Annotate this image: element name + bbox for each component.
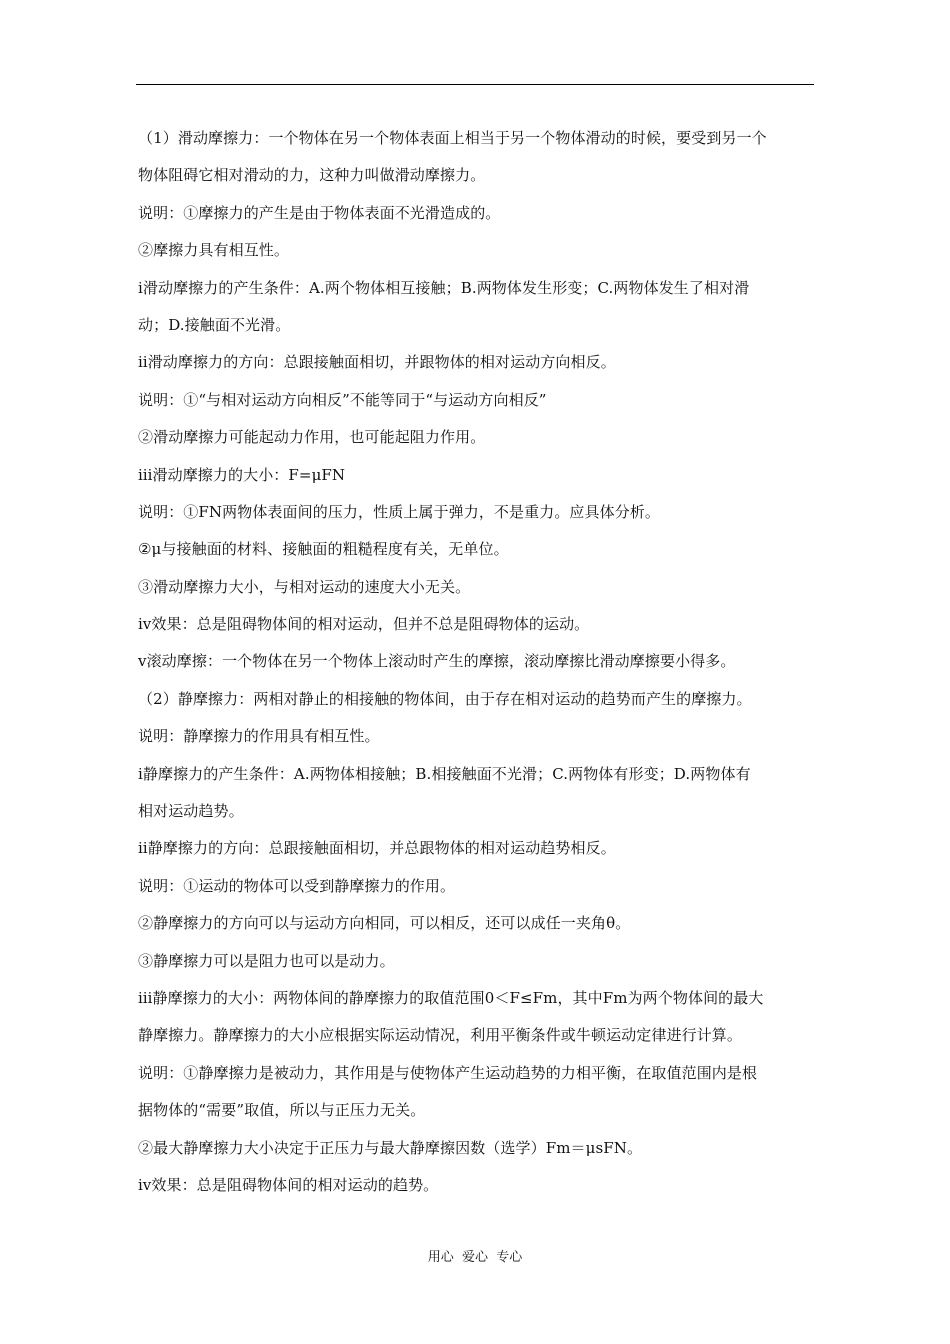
text-line: 动；D.接触面不光滑。: [138, 315, 291, 334]
text-line: 静摩擦力。静摩擦力的大小应根据实际运动情况，利用平衡条件或牛顿运动定律进行计算。: [138, 1026, 743, 1045]
text-line: ⅲ静摩擦力的大小：两物体间的静摩擦力的取值范围0＜F≤Fm，其中Fm为两个物体间的最大: [138, 988, 764, 1007]
text-line: ②滑动摩擦力可能起动力作用，也可能起阻力作用。: [138, 428, 486, 447]
document-body: [138, 120, 818, 1204]
text-line: 说明：①FN两物体表面间的压力，性质上属于弹力，不是重力。应具体分析。: [138, 502, 661, 521]
text-line: ⅱ滑动摩擦力的方向：总跟接触面相切，并跟物体的相对运动方向相反。: [138, 353, 616, 372]
text-line: ②最大静摩擦力大小决定于正压力与最大静摩擦因数（选学）Fm＝μsFN。: [138, 1138, 643, 1157]
text-line: ⅰ滑动摩擦力的产生条件：A.两个物体相互接触；B.两物体发生形变；C.两物体发生了相对滑: [138, 278, 750, 297]
text-line: ⅳ效果：总是阻碍物体间的相对运动，但并不总是阻碍物体的运动。: [138, 615, 590, 634]
text-line: ⅳ效果：总是阻碍物体间的相对运动的趋势。: [138, 1175, 439, 1194]
text-line: 说明：①摩擦力的产生是由于物体表面不光滑造成的。: [138, 203, 501, 222]
text-line: ②静摩擦力的方向可以与运动方向相同，可以相反，还可以成任一夹角θ。: [138, 914, 631, 933]
text-line: ⅴ滚动摩擦：一个物体在另一个物体上滚动时产生的摩擦，滚动摩擦比滑动摩擦要小得多。: [138, 652, 736, 671]
text-line: ⅲ滑动摩擦力的大小：F=μFN: [138, 465, 346, 484]
text-line: 说明：①静摩擦力是被动力，其作用是与使物体产生运动趋势的力相平衡，在取值范围内是根: [138, 1063, 758, 1082]
text-line: ③静摩擦力可以是阻力也可以是动力。: [138, 951, 395, 970]
text-line: 说明：①“与相对运动方向相反”不能等同于“与运动方向相反”: [138, 390, 547, 409]
text-line: 说明：①运动的物体可以受到静摩擦力的作用。: [138, 876, 456, 895]
text-line: 物体阻碍它相对滑动的力，这种力叫做滑动摩擦力。: [138, 166, 486, 185]
text-line: ②μ与接触面的材料、接触面的粗糙程度有关，无单位。: [138, 540, 509, 559]
text-line: 相对运动趋势。: [138, 802, 244, 821]
text-line: 说明：静摩擦力的作用具有相互性。: [138, 727, 380, 746]
text-line: ②摩擦力具有相互性。: [138, 241, 290, 260]
header-rule: [136, 84, 814, 85]
text-line: （2）静摩擦力：两相对静止的相接触的物体间，由于存在相对运动的趋势而产生的摩擦力。: [138, 689, 752, 708]
text-line: ③滑动摩擦力大小，与相对运动的速度大小无关。: [138, 577, 471, 596]
text-line: （1）滑动摩擦力：一个物体在另一个物体表面上相当于另一个物体滑动的时候，要受到另一个: [138, 129, 767, 147]
text-line: ⅱ静摩擦力的方向：总跟接触面相切，并总跟物体的相对运动趋势相反。: [138, 839, 616, 858]
text-line: ⅰ静摩擦力的产生条件：A.两物体相接触；B.相接触面不光滑；C.两物体有形变；D.两物体有: [138, 764, 751, 783]
text-line: 据物体的“需要”取值，所以与正压力无关。: [138, 1101, 426, 1120]
page-footer: 用心 爱心 专心: [427, 1250, 523, 1265]
